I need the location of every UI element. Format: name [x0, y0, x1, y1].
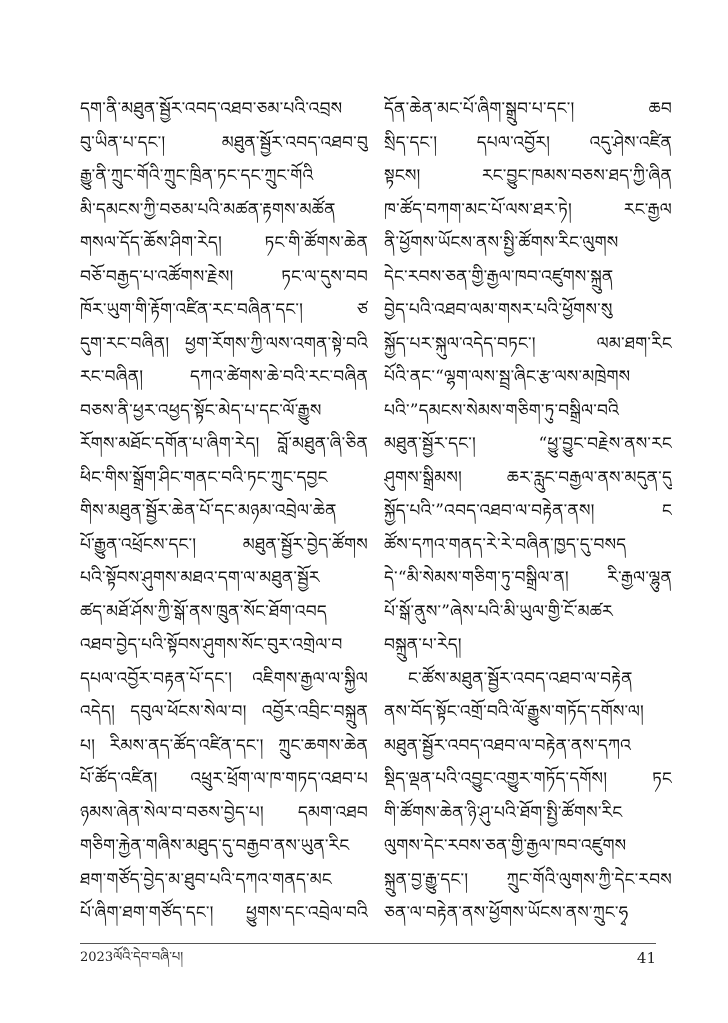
text-line: གཅིག་རྐྱེན་གཞིས་མཐུད་དུ་བརྒྱབ་ནས་ཡུན་རིང — [80, 836, 350, 856]
text-line: པོ་ཚོད་འཛིན། འཕྲུར་ཕྲོག་ལ་ཁ་གཏད་འཐབ་པ — [80, 769, 368, 789]
text-line: བྱེད་པའི་འཐབ་ལམ་གསར་པའི་ཕྱོགས་སུ — [384, 300, 613, 320]
text-line: མཐུན་སྦྱོར་འབད་འཐབ་ལ་བརྟེན་ནས་དཀའ — [384, 735, 632, 756]
text-line: པའི་”དམངས་སེམས་གཅིག་ཏུ་བསྒྲིལ་བའི — [384, 400, 620, 421]
text-line: གི་ཚོགས་ཆེན་ཉི་ཤུ་པའི་ཐོག་སྤྱི་ཚོགས་རིང — [384, 802, 623, 823]
text-line: སྟངས། རང་བྱུང་ཁམས་བཅས་ཐད་ཀྱི་ཞིན — [384, 166, 672, 186]
text-line: ང་ཚོས་མཐུན་སྦྱོར་འབད་འཐབ་ལ་བརྟེན — [408, 668, 633, 689]
page-number: 41 — [636, 949, 656, 967]
right-text-column — [384, 93, 672, 931]
text-line: པོ་ཞིག་ཐག་གཙོད་དང་། ཕྱུགས་དང་འབྲེལ་བའི — [80, 903, 368, 923]
text-line: འཐབ་བྱེད་པའི་སྟོབས་ཤུགས་སོང་བུར་འགྲེལ་བ — [80, 635, 343, 655]
text-line: སྐྱོད་པར་སྐུལ་འདེད་བཏང་། ལམ་ཐག་རིང — [384, 333, 672, 354]
text-line: ལུགས་དེང་རབས་ཅན་གྱི་རྒྱལ་ཁབ་འཛུགས — [384, 836, 627, 856]
text-line: བསྐྲུན་པ་རེད། — [384, 635, 462, 655]
text-line: ཉམས་ཞེན་སེལ་བ་བཅས་བྱེད་པ། དམག་འཐབ — [80, 802, 368, 823]
text-line: དུག་རང་བཞིན། ཕྱག་རོགས་ཀྱི་ལས་འགན་སྟེ་བའི — [80, 333, 368, 354]
text-line: བུ་ཡིན་པ་དང་། མཐུན་སྦྱོར་འབད་འཐབ་བུ — [80, 132, 368, 153]
text-line: འདེད། དབུལ་ཕོངས་སེལ་བ། འབྱོར་འབྲིང་བསྐྲུན — [80, 702, 368, 722]
text-line: གསལ་དོད་ཆོས་ཤིག་རེད། ཏང་གི་ཚོགས་ཆེན — [80, 233, 368, 253]
left-text-column — [80, 93, 368, 931]
text-line: མི་དམངས་ཀྱི་བཅམ་པའི་མཚན་རྟགས་མཚོན — [80, 199, 336, 220]
text-line: ཁོར་ཡུག་གི་རྟོག་འཛིན་རང་བཞིན་དང་། ཙ — [80, 300, 368, 320]
text-line: སྡིད་ལྡན་པའི་འབྱུང་འགྱུར་གཏོད་དགོས། ཏང — [384, 769, 672, 789]
footer-divider — [80, 943, 656, 944]
issue-label: 2023ལོའི་དེབ་བཞི་པ། — [80, 950, 184, 965]
text-line: རོགས་མཐོང་དགོན་པ་ཞིག་རེད། བློ་མཐུན་ཞི་ཅིན — [80, 434, 368, 454]
text-line: དེ་“མི་སེམས་གཅིག་ཏུ་བསྒྲིལ་ན། རི་རྒྱལ་ལྷུན — [384, 568, 672, 588]
text-line: པ། རིམས་ནད་ཚོད་འཛིན་དང་། ཀྲུང་ཆགས་ཆེན — [80, 735, 368, 756]
text-line: མཐུན་སྦྱོར་དང་། “ཕྱུ་བྱུང་བརྗེས་ནས་རང — [384, 434, 672, 454]
text-line: དེང་རབས་ཅན་གྱི་རྒྱལ་ཁབ་འཛུགས་སྐྲུན — [384, 266, 614, 287]
text-line: པོ་རྒྱུན་འཕྲོངས་དང་། མཐུན་སྦྱོར་བྱེད་ཚོགས — [80, 534, 368, 555]
text-line: སྐྱོད་པའི་”འབད་འཐབ་ལ་བརྟེན་ནས། ང — [384, 501, 672, 521]
text-line: ནི་ཕྱོགས་ཡོངས་ནས་སྤྱི་ཚོགས་རིང་ལུགས — [384, 233, 619, 253]
text-line: གིས་མཐུན་སྦྱོར་ཆེན་པོ་དང་མཉམ་འབྲེལ་ཆེན — [80, 501, 337, 521]
text-line: ཁ་ཚོད་བཀག་མང་པོ་ལས་ཐར་ཏེ། རང་རྒྱལ — [384, 199, 672, 220]
text-line: དག་ནི་མཐུན་སྦྱོར་འབད་འཐབ་ཅམ་པའི་འབྲས — [80, 99, 343, 119]
text-line: བཅོ་བརྒྱད་པ་འཚོགས་རྗེས། ཏང་ལ་དུས་བབ — [80, 266, 368, 287]
text-line: ཚོས་དཀའ་གནད་རེ་རེ་བཞིན་ཁྱད་དུ་བསད — [384, 534, 627, 555]
text-line: དོན་ཆེན་མང་པོ་ཞིག་སྒྲུབ་པ་དང་། ཆབ — [384, 99, 672, 119]
text-line: ཚད་མཐོ་ཤོས་ཀྱི་སྒོ་ནས་ཁྲུན་སོང་ཐོག་འབད — [80, 601, 327, 622]
text-line: ཤུགས་སྒྲིམས། ཆར་རླུང་བརྒྱལ་ནས་མདུན་དུ — [384, 467, 672, 488]
text-line: ཅན་ལ་བརྟེན་ནས་ཕྱོགས་ཡོངས་ནས་ཀྲུང་ཧྭ — [384, 903, 629, 923]
text-line: ཕིང་གིས་སྒྲོག་ཤིང་གནང་བའི་ཏང་ཀྲུང་དབྱང — [80, 467, 328, 488]
text-line: སྲིད་དང་། དཔལ་འབྱོར། འདུ་ཤེས་འཛིན — [384, 132, 672, 153]
text-line: ཐག་གཙོད་བྱེད་མ་ཐུབ་པའི་དཀའ་གནད་མང — [80, 869, 332, 890]
text-line: རྒྱུ་ནི་ཀྲུང་གོའི་ཀྲུང་ཁྲིན་ཏང་དང་ཀྲུང་གོའི — [80, 166, 314, 186]
text-line: བཅས་ནི་ཕྱར་འཕྱད་སྟོང་མེད་པ་དང་ལོ་རྒྱུས — [80, 400, 322, 421]
text-line: དཔལ་འབྱོར་བརྟན་པོ་དང་། འཇིགས་རྒྱལ་ལ་སྐྱིལ — [80, 668, 368, 689]
text-line: ནས་བོད་སྟོང་འགྲོ་བའི་ལོ་རྒྱུས་གཏོད་དགོས་ལ། — [384, 702, 644, 722]
text-line: པོའི་ནང་“ལྷག་ལས་སྦྲ་ཞིང་རྩ་ལས་མཁྲེགས — [384, 367, 631, 387]
text-line: རང་བཞིན། དཀའ་ཚེགས་ཆེ་བའི་རང་བཞིན — [80, 367, 368, 387]
text-line: པོ་སྒོ་ནུས་”ཞེས་པའི་མི་ཡུལ་གྱི་ངོ་མཚར — [384, 601, 613, 622]
text-line: སྐྲུན་བྱ་རྒྱུ་དང་། ཀྲུང་གོའི་ལུགས་ཀྱི་དེང་རབས — [384, 869, 672, 890]
text-line: པའི་སྟོབས་ཤུགས་མཐའ་དག་ལ་མཐུན་སྦྱོར — [80, 568, 320, 588]
